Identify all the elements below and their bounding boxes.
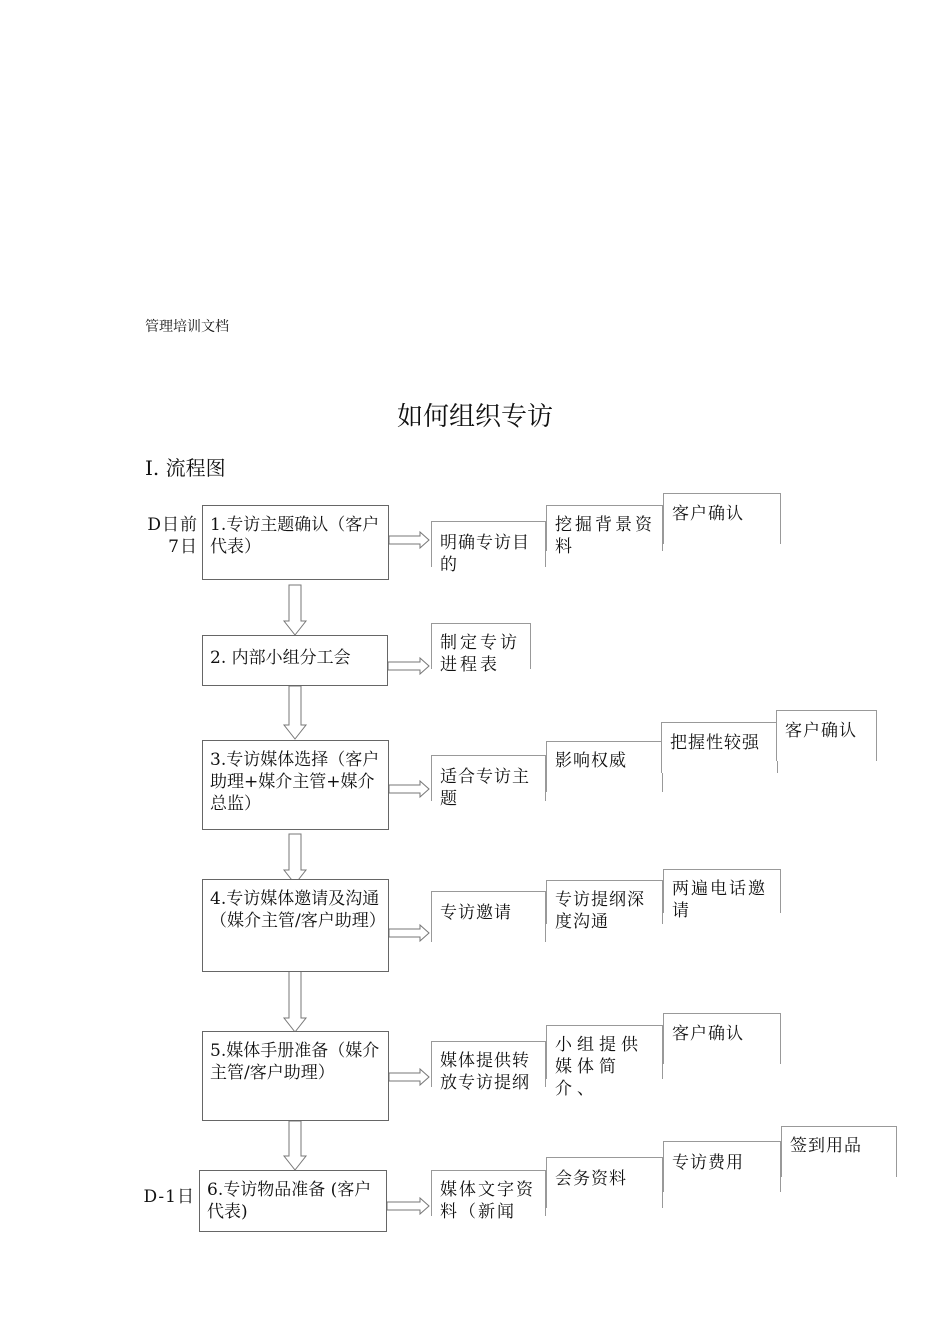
section-heading: I. 流程图: [145, 456, 226, 480]
step-2-label: 2. 内部小组分工会: [210, 648, 351, 668]
note-6-1: 媒体文字资料（新闻: [431, 1170, 546, 1216]
note-5-1: 媒体提供转放专访提纲: [431, 1041, 546, 1087]
note-3-2: 影响权威: [546, 741, 663, 792]
note-5-2: 小组提供媒体简介、: [546, 1025, 663, 1079]
step-6-box: [199, 1170, 387, 1232]
note-3-3: 把握性较强: [661, 722, 778, 773]
note-2-1: 制定专访进程表: [431, 623, 531, 669]
step-1-box: [202, 505, 389, 580]
day-label-d-1: D-1日: [143, 1187, 195, 1207]
step-3-label: 3.专访媒体选择（客户助理+媒介主管+媒介总监）: [210, 750, 380, 814]
note-5-3: 客户确认: [663, 1013, 781, 1064]
page-title: 如何组织专访: [396, 402, 553, 432]
note-4-1: 专访邀请: [431, 891, 546, 942]
step-4-box: [202, 879, 389, 972]
note-3-1: 适合专访主题: [431, 755, 546, 801]
step-6-label: 6.专访物品准备 (客户代表): [207, 1180, 372, 1222]
note-6-2: 会务资料: [546, 1157, 663, 1208]
step-3-box: [202, 740, 389, 830]
step-5-label: 5.媒体手册准备（媒介主管/客户助理）: [210, 1041, 380, 1083]
note-6-3: 专访费用: [663, 1141, 781, 1192]
note-4-3: 两遍电话邀请: [663, 869, 781, 913]
step-1-label: 1.专访主题确认（客户代表）: [210, 515, 380, 557]
step-4-label: 4.专访媒体邀请及沟通（媒介主管/客户助理）: [210, 889, 386, 931]
document-header: 管理培训文档: [145, 319, 229, 335]
step-2-box: [202, 635, 388, 686]
note-1-1: 明确专访目的: [431, 521, 546, 567]
note-1-3: 客户确认: [663, 493, 781, 544]
note-6-4: 签到用品: [781, 1126, 897, 1177]
step-5-box: [202, 1031, 389, 1121]
note-4-2: 专访提纲深度沟通: [546, 880, 663, 924]
note-3-4: 客户确认: [776, 710, 877, 761]
day-label-d-7: D日前7日: [147, 515, 198, 557]
note-1-2: 挖掘背景资料: [546, 505, 663, 551]
